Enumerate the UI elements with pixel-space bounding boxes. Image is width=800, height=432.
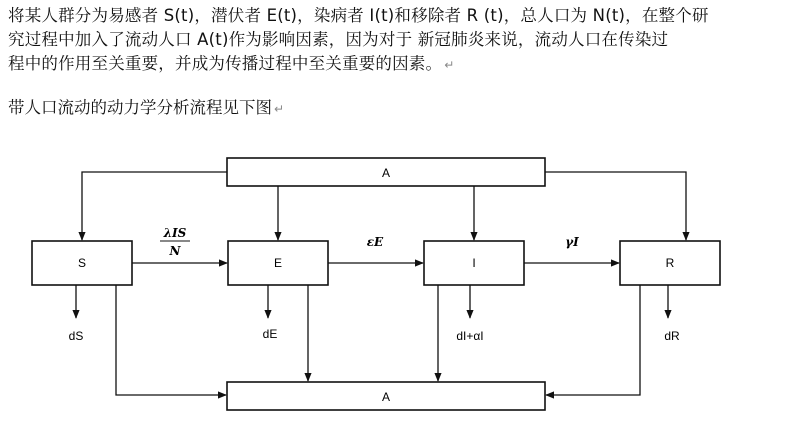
paragraph-line-2 [8,28,794,52]
de-label: dE [262,327,278,341]
bottom-a-box [227,382,545,410]
paragraph-line-3-text: 程中的作用至关重要，并成为传播过程中至关重要的因素。 [8,54,443,73]
s-node [32,241,132,285]
r-to-bottom-arrow [546,285,640,395]
bottom-inflow-arrows [116,285,640,395]
r-node [620,241,720,285]
paragraph-end-mark: ↵ [444,58,455,72]
s-to-bottom-arrow [116,285,226,395]
top-to-r-arrow [545,172,686,240]
caption-text: 带人口流动的动力学分析流程见下图 [8,98,272,117]
r-node-label: R [665,256,675,270]
paragraph-line-3 [8,52,794,77]
intro-paragraph [8,4,794,77]
paragraph-line-1 [8,4,794,28]
i-node [424,241,524,285]
outflow-arrows [76,285,668,318]
top-to-s-arrow [82,172,227,240]
rate-gamma-label: γI [565,235,579,249]
paragraph-line-1-text: 将某人群分为易感者 S(t)，潜伏者 E(t)，染病者 I(t)和移除者 R (t)，总人口为 N(t)，在整个研 [8,6,709,25]
e-node-label: E [273,256,283,270]
s-node-label: S [77,256,87,270]
di-label: dI+αI [456,329,484,343]
caption-end-mark: ↵ [274,102,285,116]
ds-label: dS [68,329,84,343]
rate-lambda-numerator: λIS [163,226,187,240]
i-node-label: I [472,256,476,270]
e-node [228,241,328,285]
bottom-a-label: A [381,390,391,404]
rate-lambda-fraction [160,226,190,258]
dr-label: dR [664,329,680,343]
top-a-label: A [381,166,391,180]
rate-epsilon-label: εE [366,235,384,249]
rate-lambda-denominator: N [169,244,181,258]
top-a-box [227,158,545,186]
figure-caption [8,96,284,121]
flow-diagram [0,150,800,432]
paragraph-line-2-text: 究过程中加入了流动人口 A(t)作为影响因素，因为对于 新冠肺炎来说，流动人口在传染过 [8,30,669,49]
